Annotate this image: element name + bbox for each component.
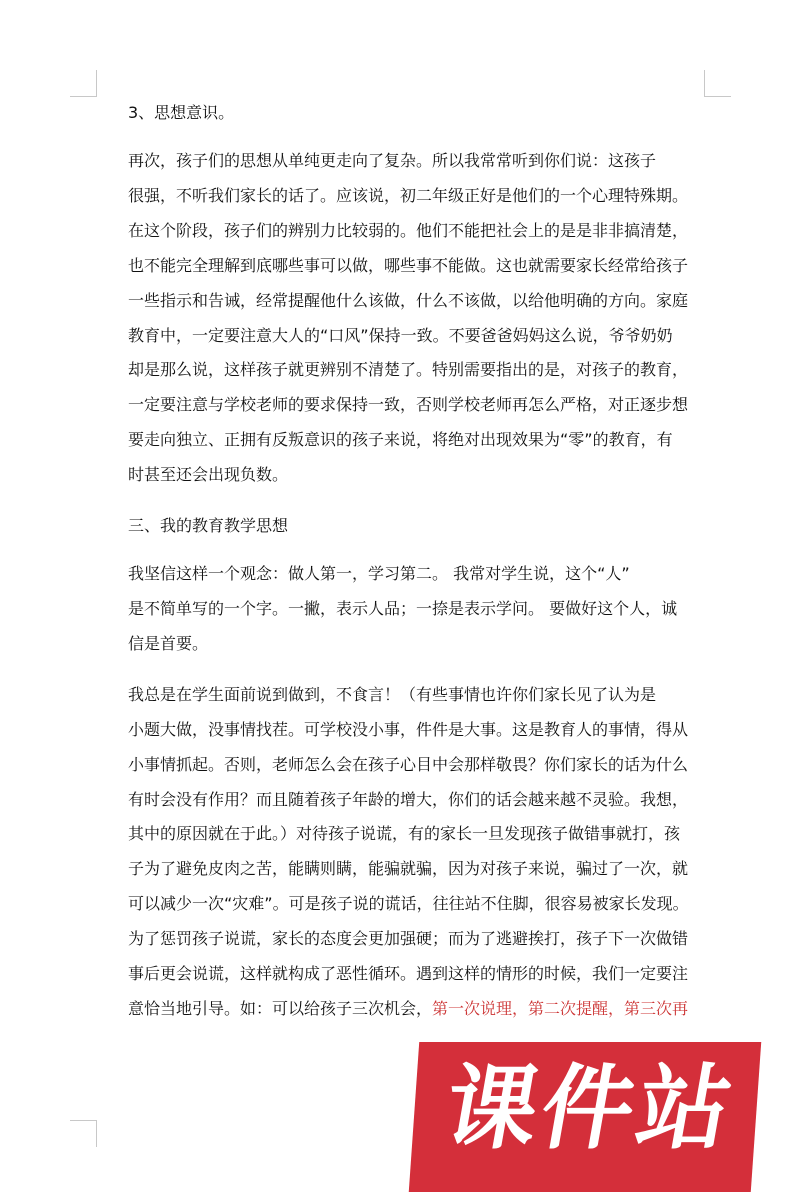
paragraph-line: 我坚信这样一个观念：做人第一，学习第二。 我常对学生说，这个“人” xyxy=(128,564,630,584)
last-line-visible-text: 意恰当地引导。如：可以给孩子三次机会， xyxy=(128,998,433,1018)
paragraph-honesty xyxy=(96,678,704,1027)
paragraph-line: 子为了避免皮肉之苦，能瞒则瞒，能骗就骗，因为对孩子来说，骗过了一次，就 xyxy=(128,859,689,879)
page-corner-mark-bottom-left xyxy=(70,1120,97,1147)
paragraph-line: 一些指示和告诫，经常提醒他什么该做，什么不该做，以给他明确的方向。家庭 xyxy=(128,290,689,310)
paragraph-line: 是不简单写的一个字。一撇，表示人品；一捺是表示学问。 要做好这个人，诚 xyxy=(128,598,678,618)
paragraph-line: 很强，不听我们家长的话了。应该说，初二年级正好是他们的一个心理特殊期。 xyxy=(128,185,689,205)
page-corner-mark-top-right xyxy=(704,70,731,97)
paragraph-line: 小题大做，没事情找茬。可学校没小事，件件是大事。这是教育人的事情，得从 xyxy=(128,719,689,739)
paragraph-belief xyxy=(96,557,704,662)
paragraph-line: 时甚至还会出现负数。 xyxy=(128,465,289,485)
watermark-text: 课件站 xyxy=(436,1055,744,1162)
paragraph-line: 也不能完全理解到底哪些事可以做，哪些事不能做。这也就需要家长经常给孩子 xyxy=(128,255,689,275)
paragraph-line: 我总是在学生面前说到做到，不食言！（有些事情也许你们家长见了认为是 xyxy=(128,684,657,704)
paragraph-line: 一定要注意与学校老师的要求保持一致，否则学校老师再怎么严格，对正逐步想 xyxy=(128,395,689,415)
paragraph-line: 为了惩罚孩子说谎，家长的态度会更加强硬；而为了逃避挨打，孩子下一次做错 xyxy=(128,929,689,949)
paragraph-line: 再次，孩子们的思想从单纯更走向了复杂。所以我常常听到你们说：这孩子 xyxy=(128,151,657,170)
paragraph-line: 教育中，一定要注意大人的“口风”保持一致。不要爸爸妈妈这么说，爷爷奶奶 xyxy=(128,325,673,345)
paragraph-line: 信是首要。 xyxy=(128,633,209,653)
section-heading-teaching: 三、我的教育教学思想 xyxy=(128,516,289,536)
paragraph-line: 事后更会说谎，这样就构成了恶性循环。遇到这样的情形的时候，我们一定要注 xyxy=(128,964,689,984)
paragraph-line: 可以减少一次“灾难”。可是孩子说的谎话，往往站不住脚，很容易被家长发现。 xyxy=(128,894,689,914)
last-line-obscured-text: 第一次说理，第二次提醒，第三次再 xyxy=(432,998,689,1018)
paragraph-line: 小事情抓起。否则，老师怎么会在孩子心目中会那样敬畏？你们家长的话为什么 xyxy=(128,754,689,774)
paragraph-line: 却是那么说，这样孩子就更辨别不清楚了。特别需要指出的是，对孩子的教育， xyxy=(128,360,689,380)
page-corner-mark-top-left xyxy=(70,70,97,97)
paragraph-line: 在这个阶段，孩子们的辨别力比较弱的。他们不能把社会上的是是非非搞清楚， xyxy=(128,220,689,240)
paragraph-thought-awareness xyxy=(96,144,704,493)
paragraph-line: 其中的原因就在于此。）对待孩子说谎，有的家长一旦发现孩子做错事就打，孩 xyxy=(128,824,681,844)
paragraph-line: 有时会没有作用？而且随着孩子年龄的增大，你们的话会越来越不灵验。我想， xyxy=(128,789,689,809)
document-body xyxy=(96,96,704,1043)
section-heading-thought: 3、思想意识。 xyxy=(128,103,235,122)
paragraph-line: 要走向独立、正拥有反叛意识的孩子来说，将绝对出现效果为“零”的教育，有 xyxy=(128,430,673,450)
watermark-stamp xyxy=(400,1020,766,1200)
